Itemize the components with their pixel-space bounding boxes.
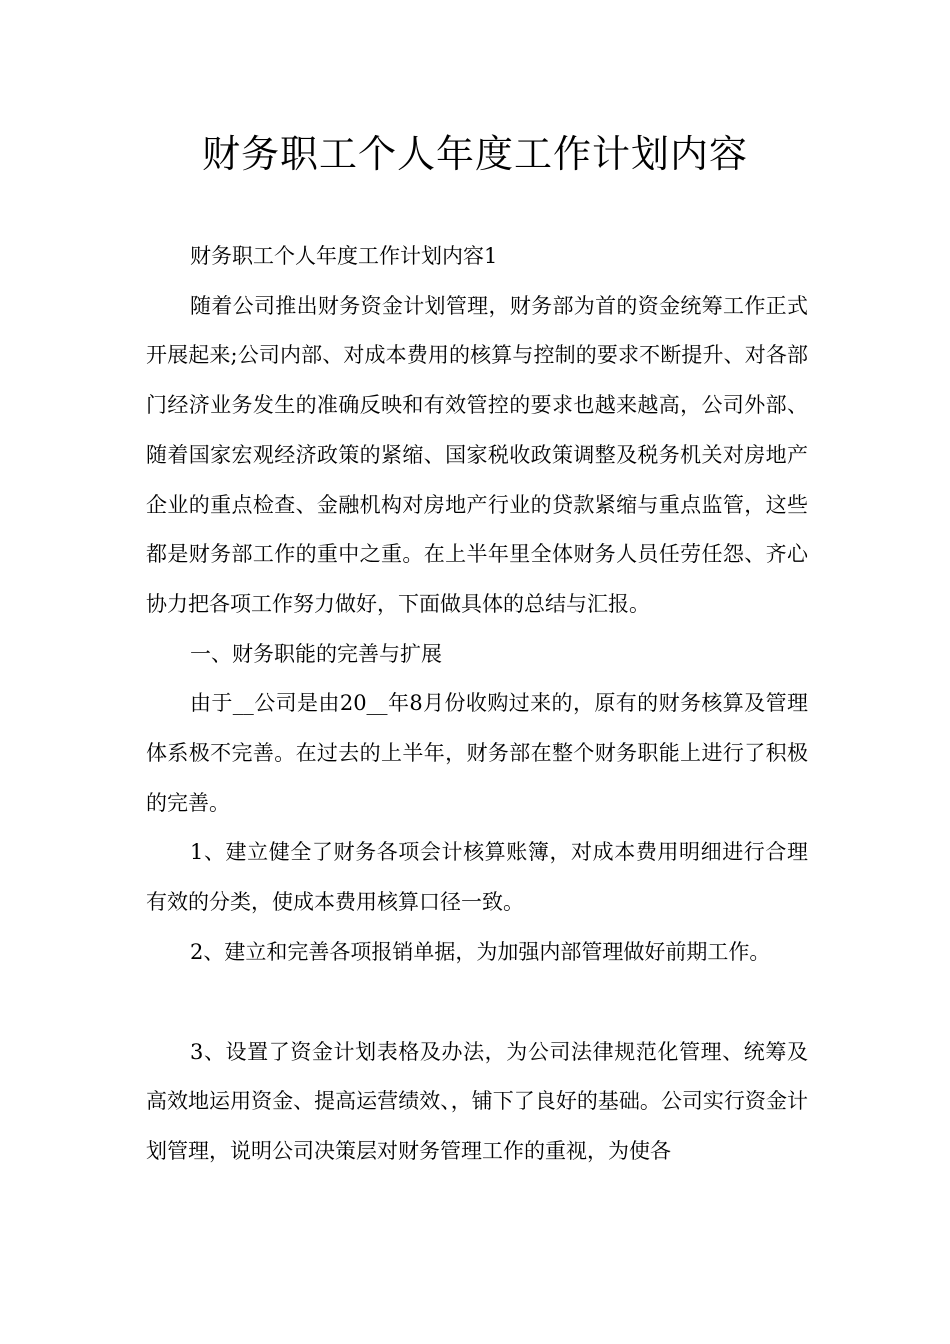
- section-heading: 财务职工个人年度工作计划内容1: [190, 244, 498, 268]
- body-paragraph: 由于__公司是由20__年8月份收购过来的，原有的财务核算及管理体系极不完善。在过去的上半年，财务部在整个财务职能上进行了积极的完善。: [146, 691, 808, 815]
- list-item: 2、建立和完善各项报销单据，为加强内部管理做好前期工作。: [190, 939, 771, 964]
- document-title: 财务职工个人年度工作计划内容: [201, 132, 748, 176]
- list-item: 1、建立健全了财务各项会计核算账簿，对成本费用明细进行合理有效的分类，使成本费用核算口径一致。: [146, 840, 808, 915]
- section-heading: 一、财务职能的完善与扩展: [190, 641, 442, 666]
- paragraph-gap: [146, 978, 808, 1028]
- document-body: [146, 232, 808, 1177]
- intro-paragraph: 随着公司推出财务资金计划管理，财务部为首的资金统筹工作正式开展起来;公司内部、对成本费用的核算与控制的要求不断提升、对各部门经济业务发生的准确反映和有效管控的要求也越来越高，公司外部、随着国家宏观经济政策的紧缩、国家税收政策调整及税务机关对房地产企业的重点检查、金融机构对房地产行业的贷款紧缩与重点监管，这些都是财务部工作的重中之重。在上半年里全体财务人员任劳任怨、齐心协力把各项工作努力做好，下面做具体的总结与汇报。: [146, 293, 808, 616]
- list-item: 3、设置了资金计划表格及办法，为公司法律规范化管理、统筹及高效地运用资金、提高运营绩效、，铺下了良好的基础。公司实行资金计划管理，说明公司决策层对财务管理工作的重视，为使各: [146, 1039, 808, 1163]
